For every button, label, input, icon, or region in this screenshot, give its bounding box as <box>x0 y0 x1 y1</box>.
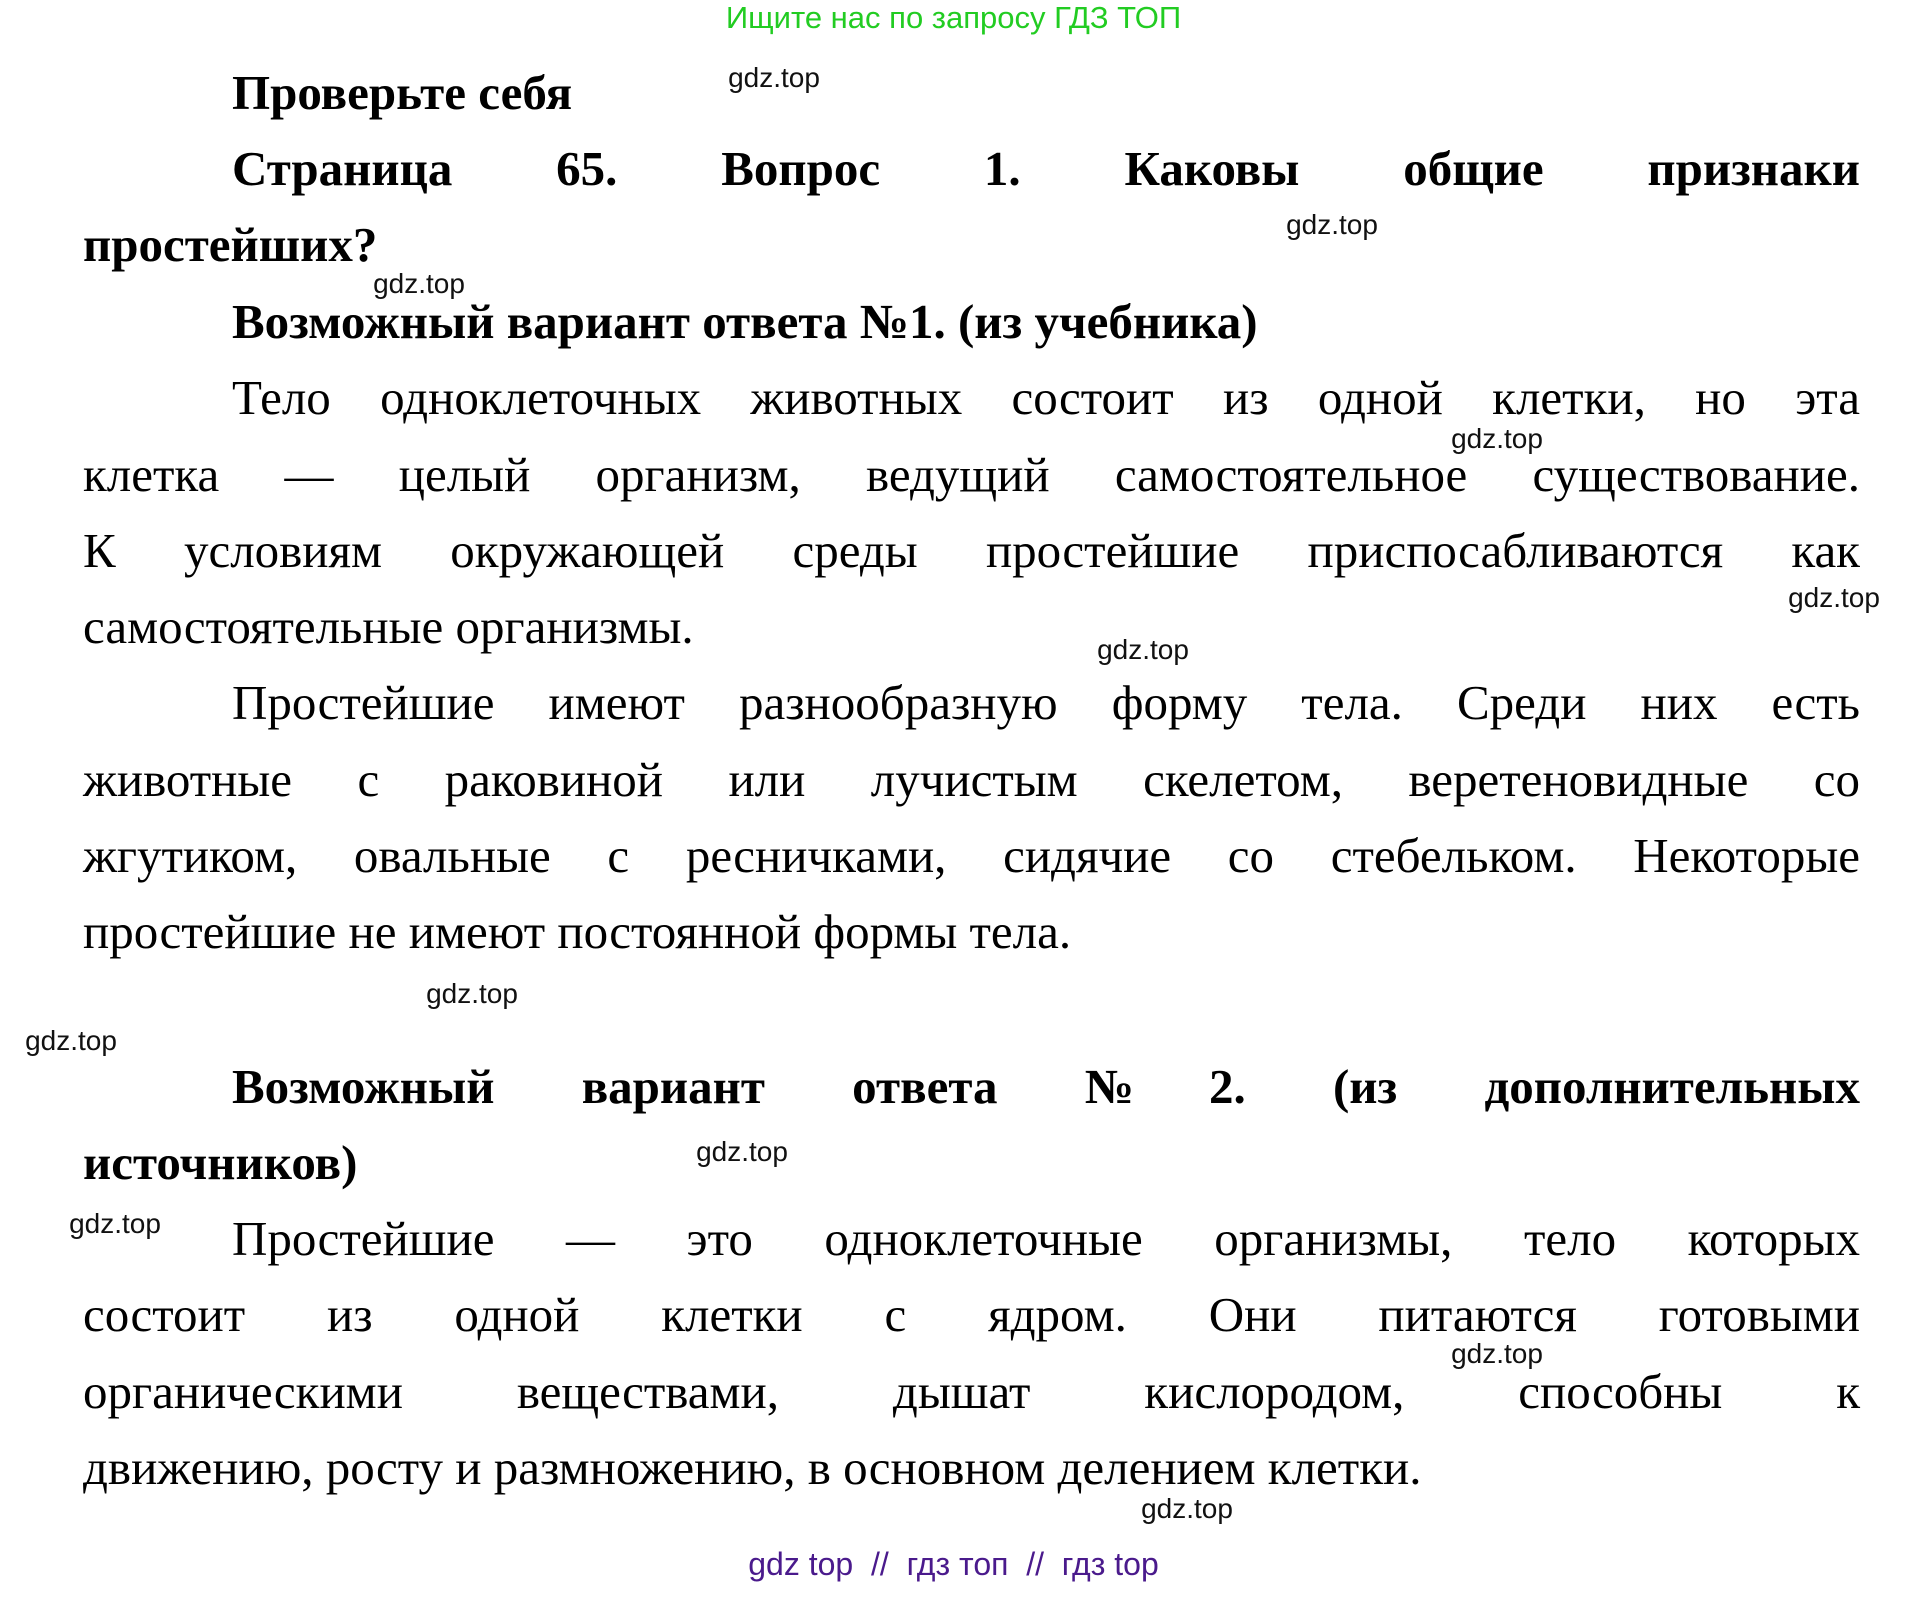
watermark: gdz.top <box>1451 1338 1543 1369</box>
watermark: gdz.top <box>1451 423 1543 454</box>
watermark: gdz.top <box>1097 634 1189 665</box>
answer-2-line: движению, росту и размножению, в основном делением клетки. <box>83 1440 1422 1495</box>
answer-2-heading-cont: источников) <box>83 1135 358 1190</box>
watermark: gdz.top <box>696 1136 788 1167</box>
answer-2-line: состоит из одной клетки с ядром. Они питаются готовыми <box>83 1287 1860 1342</box>
watermark: gdz.top <box>69 1208 161 1239</box>
question-heading-cont: простейших? <box>83 217 378 272</box>
answer-1-heading: Возможный вариант ответа №1. (из учебника) <box>232 294 1258 349</box>
watermark: gdz.top <box>1788 582 1880 613</box>
watermark: gdz.top <box>426 978 518 1009</box>
watermark: gdz.top <box>25 1025 117 1056</box>
answer-2-line: органическими веществами, дышат кислородом, способны к <box>83 1364 1860 1419</box>
answer-1-line: простейшие не имеют постоянной формы тела. <box>83 904 1072 959</box>
answer-2-line: Простейшие — это одноклеточные организмы, тело которых <box>232 1211 1860 1266</box>
answer-2-heading: Возможный вариант ответа №2. (из дополнительных <box>232 1059 1860 1114</box>
answer-1-line: животные с раковиной или лучистым скелетом, веретеновидные со <box>83 752 1860 807</box>
answer-1-line: К условиям окружающей среды простейшие приспосабливаются как <box>83 523 1860 578</box>
answer-1-line: клетка — целый организм, ведущий самостоятельное существование. <box>83 447 1860 502</box>
search-hint-banner: Ищите нас по запросу ГДЗ ТОП <box>725 0 1182 35</box>
footer-links: gdz top // гдз топ // гдз top <box>748 1546 1159 1582</box>
answer-1-line: жгутиком, овальные с ресничками, сидячие со стебельком. Некоторые <box>83 828 1860 883</box>
watermark: gdz.top <box>728 62 820 93</box>
watermark: gdz.top <box>1141 1493 1233 1524</box>
answer-1-line: самостоятельные организмы. <box>83 599 694 654</box>
answer-1-line: Тело одноклеточных животных состоит из одной клетки, но эта <box>232 370 1860 425</box>
question-heading: Страница 65. Вопрос 1. Каковы общие признаки <box>232 141 1860 196</box>
answer-1-line: Простейшие имеют разнообразную форму тела. Среди них есть <box>232 675 1860 730</box>
section-title: Проверьте себя <box>232 65 573 120</box>
watermark: gdz.top <box>373 268 465 299</box>
watermark: gdz.top <box>1286 209 1378 240</box>
